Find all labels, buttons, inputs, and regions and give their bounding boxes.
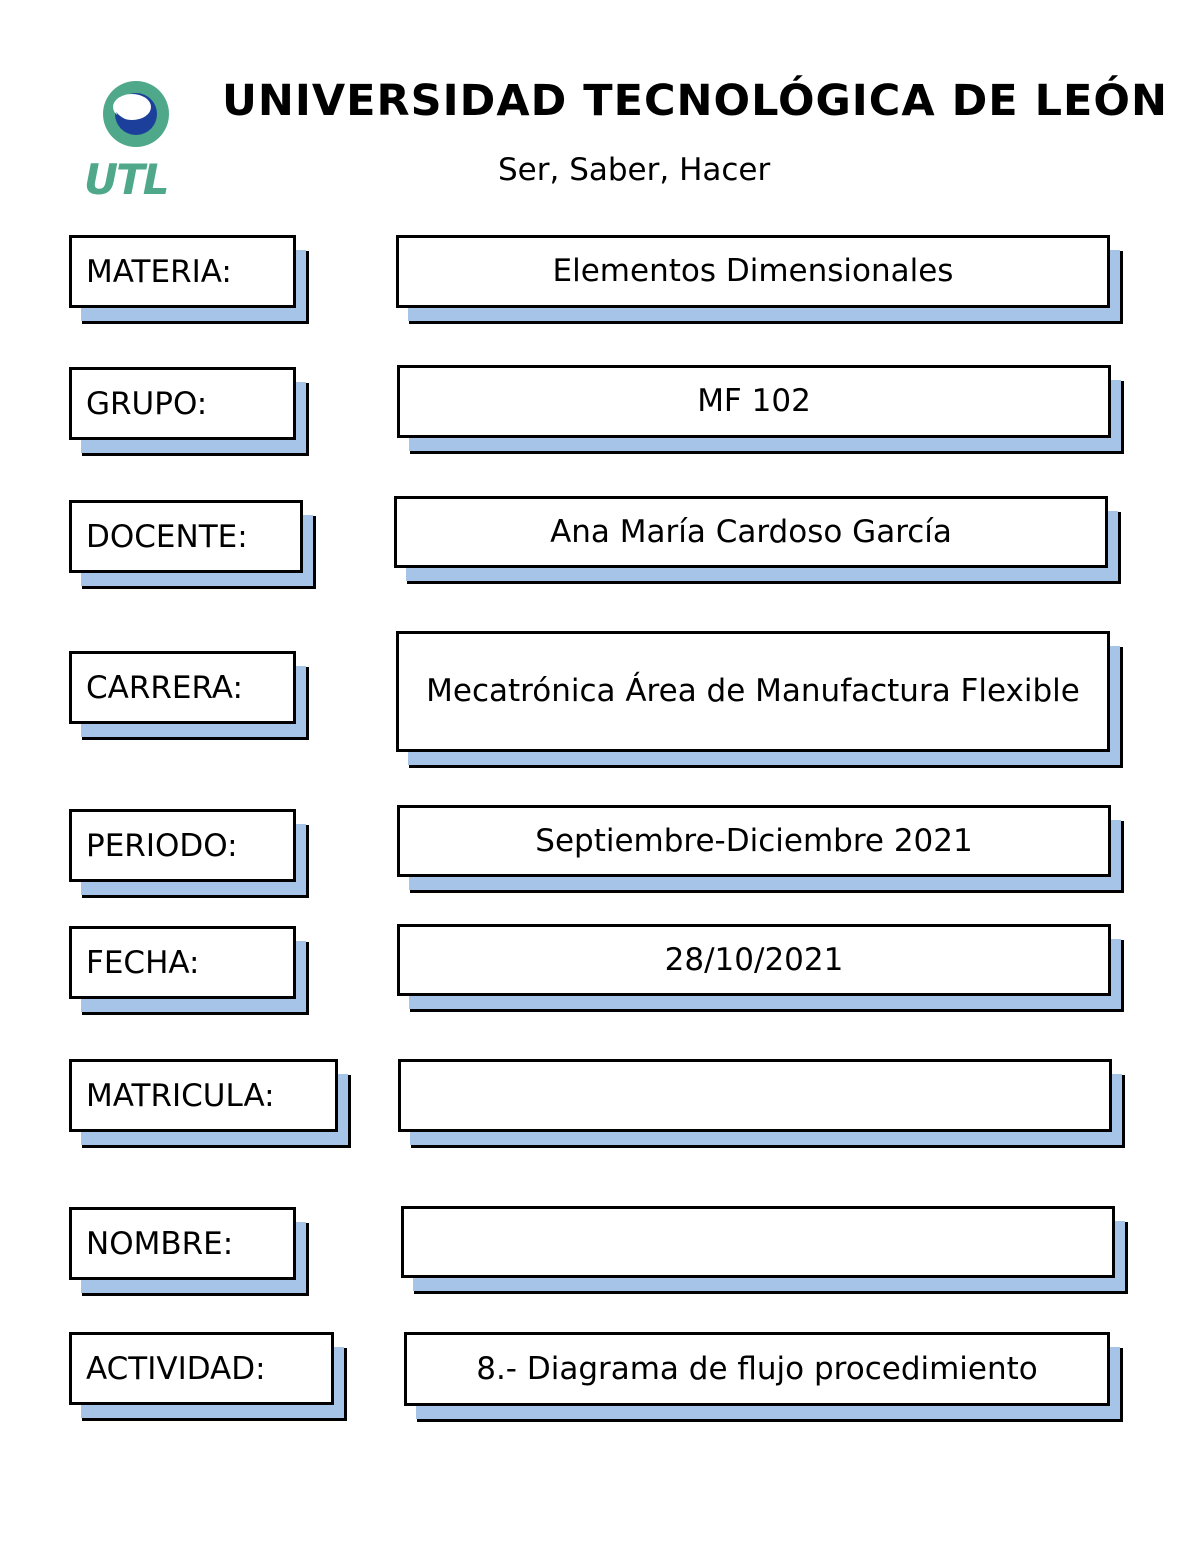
docente-label: DOCENTE:: [69, 500, 303, 573]
materia-value: Elementos Dimensionales: [396, 235, 1110, 308]
fecha-label: FECHA:: [69, 926, 296, 999]
logo-text: UTL: [84, 155, 168, 198]
utl-logo: [82, 76, 192, 198]
matricula-label: MATRICULA:: [69, 1059, 338, 1132]
carrera-label: CARRERA:: [69, 651, 296, 724]
fecha-value: 28/10/2021: [397, 924, 1111, 996]
periodo-label: PERIODO:: [69, 809, 296, 882]
grupo-label: GRUPO:: [69, 367, 296, 440]
nombre-value: [401, 1206, 1115, 1278]
utl-logo-graphic: [82, 76, 192, 198]
actividad-value: 8.- Diagrama de flujo procedimiento: [404, 1332, 1110, 1406]
materia-label: MATERIA:: [69, 235, 296, 308]
carrera-value: Mecatrónica Área de Manufactura Flexible: [396, 631, 1110, 752]
periodo-value: Septiembre-Diciembre 2021: [397, 805, 1111, 877]
actividad-label: ACTIVIDAD:: [69, 1332, 334, 1405]
docente-value: Ana María Cardoso García: [394, 496, 1108, 568]
matricula-value: [398, 1059, 1112, 1132]
grupo-value: MF 102: [397, 365, 1111, 438]
institution-slogan: Ser, Saber, Hacer: [498, 152, 771, 188]
nombre-label: NOMBRE:: [69, 1207, 296, 1280]
institution-title: UNIVERSIDAD TECNOLÓGICA DE LEÓN: [222, 76, 1168, 126]
